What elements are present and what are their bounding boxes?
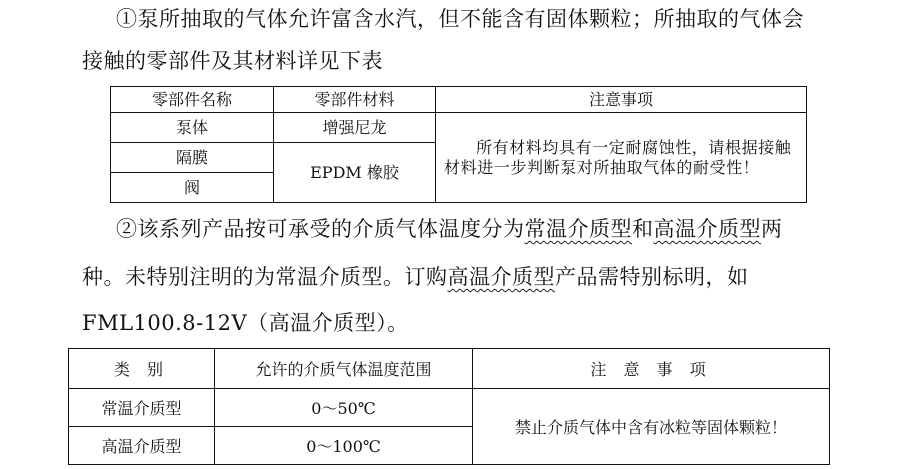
part-name-cell: 隔膜 [111, 143, 274, 173]
text-segment: ②该系列产品按可承受的介质气体温度分为 [116, 217, 525, 241]
header-part-name: 零部件名称 [111, 87, 274, 113]
text-segment: 两 [761, 217, 783, 241]
notes-cell: 禁止介质气体中含有冰粒等固体颗粒！ [473, 389, 830, 465]
notes-cell: 所有材料均具有一定耐腐蚀性，请根据接触材料进一步判断泵对所抽取气体的耐受性！ [436, 113, 807, 203]
paragraph-1-line-2: 接触的零部件及其材料详见下表 [82, 49, 383, 73]
parts-materials-table [110, 86, 807, 203]
text-segment: 种。未特别注明的为常温介质型。订购 [82, 265, 448, 289]
header-notes: 注意事项 [436, 87, 807, 113]
wavy-underlined-term: 高温介质型 [653, 217, 761, 241]
wavy-underlined-term: 常温介质型 [524, 217, 632, 241]
paragraph-2-line-1 [116, 216, 783, 243]
part-name-cell: 阀 [111, 173, 274, 203]
text-segment: 产品需特别标明，如 [555, 265, 749, 289]
header-part-material: 零部件材料 [274, 87, 436, 113]
header-notes: 注 意 事 项 [473, 349, 830, 389]
part-material-cell: EPDM 橡胶 [274, 143, 436, 203]
text-segment: 和 [632, 217, 654, 241]
paragraph-1-line-1: ①泵所抽取的气体允许富含水汽，但不能含有固体颗粒；所抽取的气体会 [116, 7, 804, 31]
part-material-cell: 增强尼龙 [274, 113, 436, 143]
temperature-types-table [68, 348, 830, 465]
category-cell: 常温介质型 [69, 389, 215, 427]
paragraph-2-line-3: FML100.8-12V（高温介质型）。 [82, 311, 409, 335]
part-name-cell: 泵体 [111, 113, 274, 143]
header-category: 类 别 [69, 349, 215, 389]
temperature-range-cell: 0～100℃ [215, 427, 473, 465]
wavy-underlined-term: 高温介质型 [447, 265, 555, 289]
paragraph-2-line-2 [82, 264, 749, 291]
category-cell: 高温介质型 [69, 427, 215, 465]
temperature-range-cell: 0～50℃ [215, 389, 473, 427]
header-temperature-range: 允许的介质气体温度范围 [215, 349, 473, 389]
